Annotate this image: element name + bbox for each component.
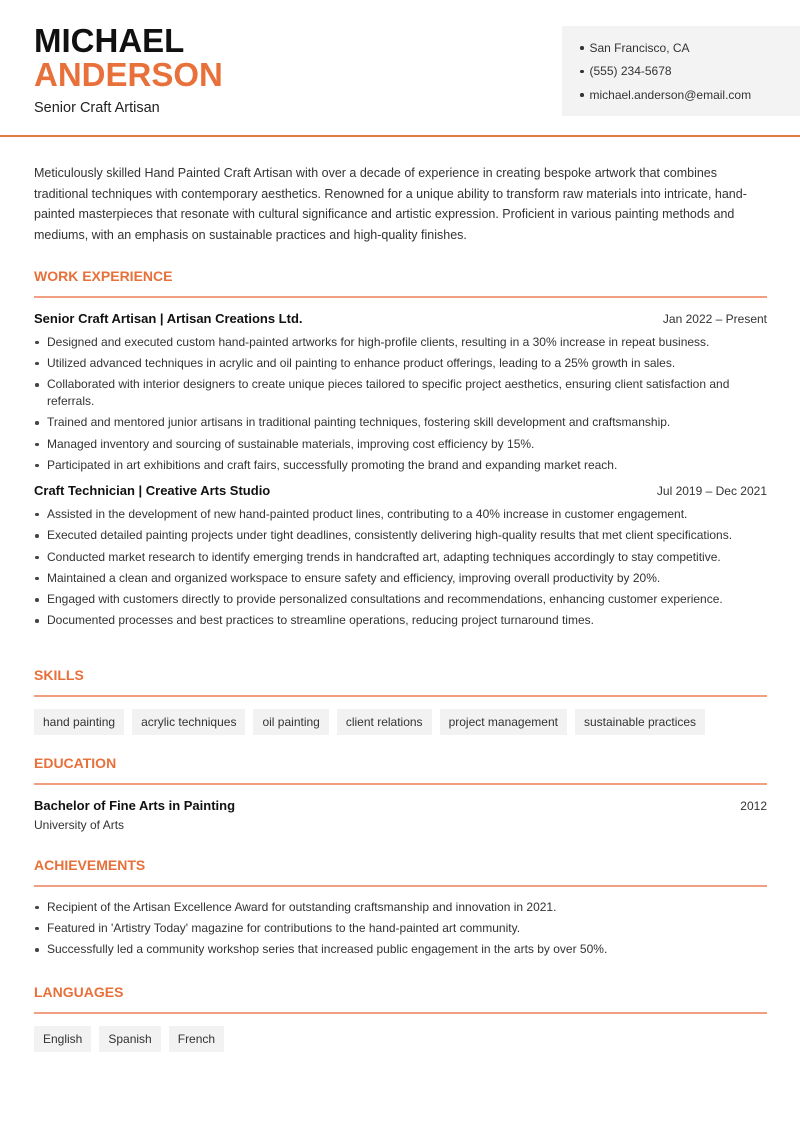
job-entry — [34, 311, 767, 474]
location-text: San Francisco, CA — [589, 40, 690, 55]
job-bullet: Participated in art exhibitions and craft fairs, successfully promoting the brand and expanding market reach. — [34, 457, 767, 474]
section-divider — [34, 885, 767, 887]
contact-email — [580, 83, 800, 107]
bullet-icon — [580, 46, 584, 50]
language-tag: French — [169, 1026, 224, 1052]
professional-summary: Meticulously skilled Hand Painted Craft Artisan with over a decade of experience in creating bespoke artwork that combines traditional techniques with contemporary aesthetics. Renowned for a unique ability to transform raw materials into intricate, hand-painted masterpieces that resonate with cultural significance and artistic expression. Proficient in various painting methods and mediums, with an emphasis on sustainable practices and high-quality finishes. — [34, 166, 747, 243]
skills-section — [34, 665, 767, 735]
achievement-bullet: Successfully led a community workshop series that increased public engagement in the arts by over 50%. — [34, 941, 767, 958]
school-name: University of Arts — [34, 817, 125, 832]
achievements-section — [34, 855, 767, 962]
skill-tag: acrylic techniques — [132, 709, 245, 735]
skill-tag: hand painting — [34, 709, 124, 735]
job-bullet: Executed detailed painting projects under tight deadlines, consistently delivering high-quality results that met client specifications. — [34, 527, 767, 544]
work-experience-section — [34, 266, 767, 634]
job-bullet: Designed and executed custom hand-painted artworks for high-profile clients, resulting in a 30% increase in repeat business. — [34, 334, 767, 351]
job-bullet: Engaged with customers directly to provide personalized consultations and recommendations, enhancing customer experience. — [34, 591, 767, 608]
section-divider — [34, 296, 767, 298]
phone-text[interactable]: (555) 234-5678 — [589, 64, 672, 79]
language-tag: English — [34, 1026, 91, 1052]
contact-box — [562, 26, 800, 116]
job-bullet: Documented processes and best practices to streamline operations, reducing project turnaround times. — [34, 612, 767, 629]
skill-tag: project management — [440, 709, 567, 735]
last-name: ANDERSON — [34, 56, 223, 93]
job-title: Senior Craft Artisan — [34, 100, 160, 116]
graduation-year: 2012 — [740, 798, 767, 813]
language-tag: Spanish — [99, 1026, 160, 1052]
bullet-icon — [580, 93, 584, 97]
skill-tags — [34, 709, 767, 735]
job-entry — [34, 483, 767, 629]
job-bullet: Utilized advanced techniques in acrylic and oil painting to enhance product offerings, leading to a 25% growth in sales. — [34, 355, 767, 372]
contact-phone — [580, 60, 800, 84]
job-bullet: Conducted market research to identify emerging trends in handcrafted art, adapting techniques accordingly to stay competitive. — [34, 549, 767, 566]
bullet-icon — [580, 70, 584, 74]
section-heading: SKILLS — [34, 667, 84, 683]
first-name: MICHAEL — [34, 22, 185, 59]
degree: Bachelor of Fine Arts in Painting — [34, 797, 236, 813]
job-dates: Jan 2022 – Present — [662, 311, 767, 326]
job-role: Craft Technician | Creative Arts Studio — [34, 482, 271, 498]
job-bullet: Assisted in the development of new hand-painted product lines, contributing to a 40% increase in customer engagement. — [34, 506, 767, 523]
achievement-bullet: Featured in 'Artistry Today' magazine for contributions to the hand-painted art community. — [34, 920, 767, 937]
section-divider — [34, 1012, 767, 1014]
skill-tag: sustainable practices — [575, 709, 705, 735]
achievement-bullet: Recipient of the Artisan Excellence Award for outstanding craftsmanship and innovation in 2021. — [34, 899, 767, 916]
section-heading: EDUCATION — [34, 755, 117, 771]
job-bullet: Maintained a clean and organized workspace to ensure safety and efficiency, improving overall productivity by 20%. — [34, 570, 767, 587]
languages-section — [34, 982, 767, 1052]
section-heading: ACHIEVEMENTS — [34, 857, 146, 873]
section-divider — [34, 783, 767, 785]
education-section — [34, 753, 767, 832]
job-dates: Jul 2019 – Dec 2021 — [656, 483, 767, 498]
email-link[interactable]: michael.anderson@email.com — [589, 87, 752, 102]
resume-header — [0, 0, 800, 137]
job-bullet: Managed inventory and sourcing of sustainable materials, improving cost efficiency by 15%. — [34, 436, 767, 453]
job-bullet: Trained and mentored junior artisans in traditional painting techniques, fostering skill development and craftsmanship. — [34, 414, 767, 431]
skill-tag: oil painting — [253, 709, 328, 735]
section-heading: LANGUAGES — [34, 984, 124, 1000]
job-bullet: Collaborated with interior designers to create unique pieces tailored to specific project aesthetics, ensuring client satisfaction and referrals. — [34, 376, 767, 410]
skill-tag: client relations — [337, 709, 432, 735]
language-tags — [34, 1026, 767, 1052]
contact-location — [580, 36, 800, 60]
section-heading: WORK EXPERIENCE — [34, 268, 173, 284]
job-role: Senior Craft Artisan | Artisan Creations Ltd. — [34, 310, 303, 326]
section-divider — [34, 695, 767, 697]
